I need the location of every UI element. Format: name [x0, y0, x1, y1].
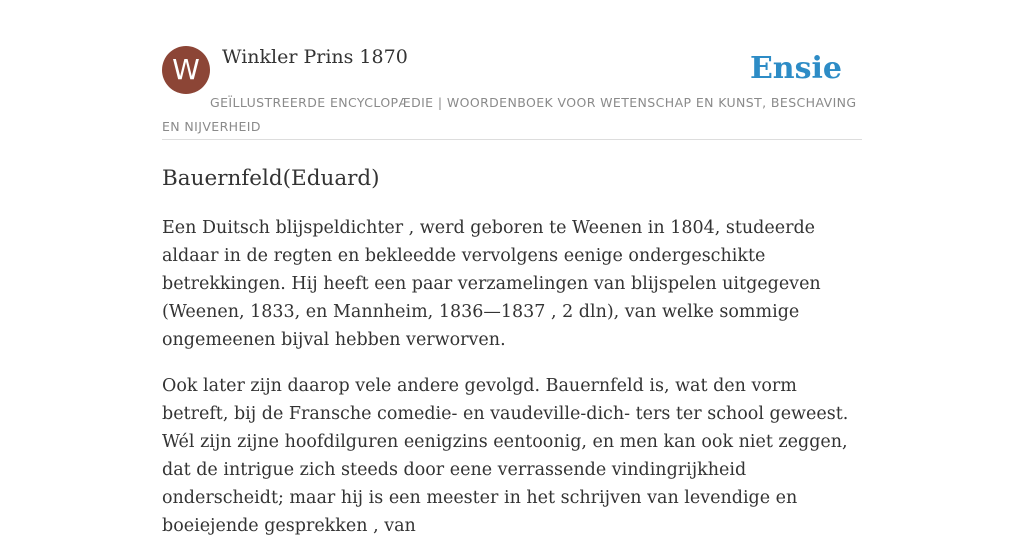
source-avatar[interactable]: W — [162, 46, 210, 94]
article-paragraph: Een Duitsch blijspeldichter , werd geboren te Weenen in 1804, studeerde aldaar in de regten en bekleedde vervolgens eenige ondergeschikte betrekkingen. Hij heeft een paar verzamelingen van blijspelen uitgegeven (Weenen, 1833, en Mannheim, 1836—1837 , 2 dln), van welke sommige ongemeenen bijval hebben verworven. — [162, 218, 821, 350]
source-subtitle: GEÏLLUSTREERDE ENCYCLOPÆDIE | WOORDENBOEK VOOR WETENSCHAP EN KUNST, BESCHAVING EN NIJVERHEID — [162, 95, 857, 134]
article — [162, 160, 862, 558]
header-divider — [162, 139, 862, 140]
article-paragraph: Ook later zijn daarop vele andere gevolgd. Bauernfeld is, wat den vorm betreft, bij de Fransche comedie- en vaudeville-dich- ters ter school geweest. Wél zijn zijne hoofdilguren eenigzins eentoonig, en men kan ook niet zeggen, dat de intrigue zich steeds door eene verrassende vindingrijkheid onderscheidt; maar hij is een meester in het schrijven van levendige en boeiejende gesprekken , van — [162, 376, 849, 536]
source-title[interactable]: Winkler Prins 1870 — [222, 46, 408, 68]
article-title: Bauernfeld(Eduard) — [162, 166, 380, 191]
brand-logo[interactable]: Ensie — [749, 51, 842, 86]
